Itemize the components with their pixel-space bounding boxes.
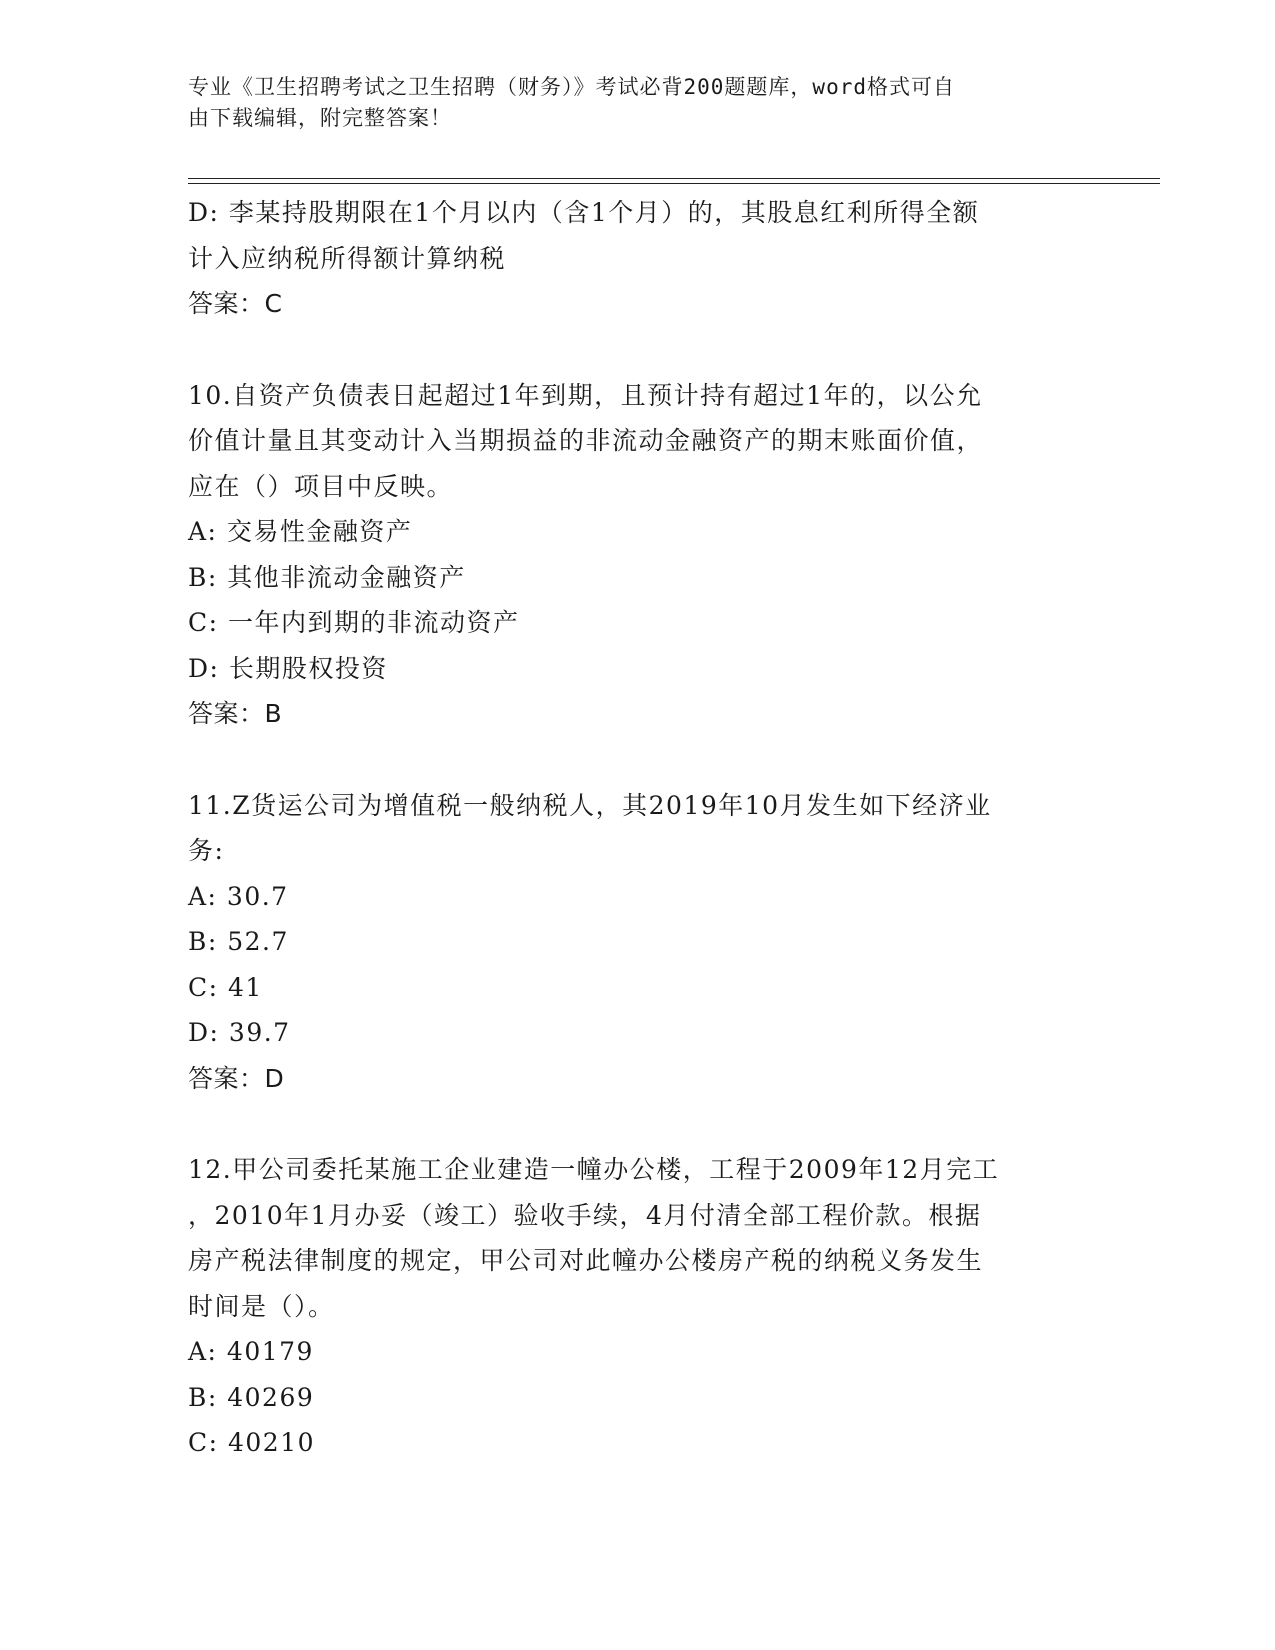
option-a: A: 交易性金融资产	[188, 517, 413, 546]
option-b: B: 其他非流动金融资产	[188, 562, 466, 592]
option-d: D: 长期股权投资	[188, 653, 388, 683]
question-text-line: 时间是（）。	[188, 1291, 335, 1321]
document-body	[188, 190, 1088, 1466]
question-12	[188, 1147, 1088, 1466]
option-c: C: 一年内到期的非流动资产	[188, 608, 520, 637]
question-text-line: 12.甲公司委托某施工企业建造一幢办公楼，工程于2009年12月完工	[188, 1155, 1000, 1184]
option-b: B: 52.7	[188, 927, 289, 956]
option-c: C: 40210	[188, 1428, 316, 1457]
answer-line: 答案：C	[188, 289, 283, 318]
option-a: A: 40179	[188, 1337, 314, 1366]
question-text-line: 应在（）项目中反映。	[188, 471, 454, 501]
header-divider-bottom	[188, 183, 1160, 184]
question-text-line: 11.Z货运公司为增值税一般纳税人，其2019年10月发生如下经济业	[188, 790, 992, 820]
question-text-line: ，2010年1月办妥（竣工）验收手续，4月付清全部工程价款。根据	[188, 1200, 982, 1230]
option-b: B: 40269	[188, 1382, 315, 1412]
header-line-2: 由下载编辑，附完整答案！	[188, 106, 452, 130]
question-10	[188, 373, 1088, 737]
document-header	[188, 72, 1068, 134]
option-d-line-1: D: 李某持股期限在1个月以内（含1个月）的，其股息红利所得全额	[188, 198, 980, 227]
option-c: C: 41	[188, 972, 263, 1002]
question-text-line: 10.自资产负债表日起超过1年到期，且预计持有超过1年的，以公允	[188, 380, 983, 410]
question-9-tail	[188, 190, 1088, 327]
answer-line: 答案：D	[188, 1063, 285, 1093]
question-text-line: 房产税法律制度的规定，甲公司对此幢办公楼房产税的纳税义务发生	[188, 1246, 984, 1275]
question-text-line: 务:	[188, 836, 225, 865]
option-d-line-2: 计入应纳税所得额计算纳税	[188, 243, 507, 273]
header-line-1: 专业《卫生招聘考试之卫生招聘（财务）》考试必背200题题库，word格式可自	[188, 75, 955, 99]
option-d: D: 39.7	[188, 1018, 291, 1047]
option-a: A: 30.7	[188, 881, 289, 911]
header-divider-top	[188, 178, 1160, 179]
question-11	[188, 783, 1088, 1102]
answer-line: 答案：B	[188, 699, 283, 728]
question-text-line: 价值计量且其变动计入当期损益的非流动金融资产的期末账面价值，	[188, 426, 984, 455]
